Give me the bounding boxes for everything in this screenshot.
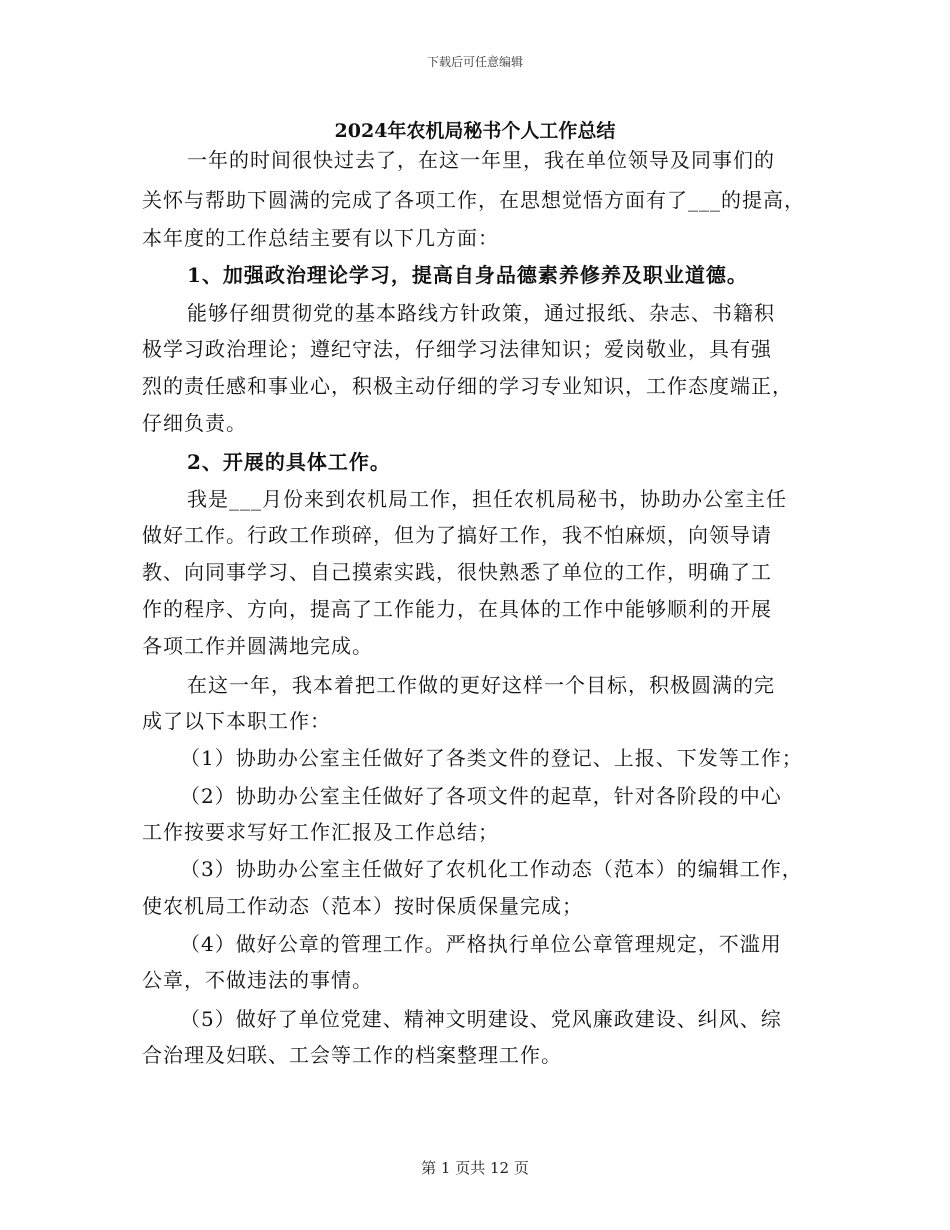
- paragraph-line: 仔细负责。: [142, 411, 247, 435]
- list-item-1: （1）协助办公室主任做好了各类文件的登记、上报、下发等工作；: [180, 746, 803, 770]
- paragraph-line: 成了以下本职工作：: [142, 709, 331, 733]
- paragraph-line: 各项工作并圆满地完成。: [142, 634, 373, 658]
- paragraph-line: 做好工作。行政工作琐碎，但为了搞好工作，我不怕麻烦，向领导请: [142, 523, 772, 547]
- paragraph-line: 作的程序、方向，提高了工作能力，在具体的工作中能够顺利的开展: [142, 597, 772, 621]
- paragraph-line: 关怀与帮助下圆满的完成了各项工作，在思想觉悟方面有了___的提高，: [142, 188, 805, 212]
- section-heading-2: 2、开展的具体工作。: [187, 450, 391, 474]
- page-footer: 第 1 页共 12 页: [421, 1159, 529, 1177]
- list-item-3: （3）协助办公室主任做好了农机化工作动态（范本）的编辑工作，: [180, 857, 803, 881]
- paragraph-line: 工作按要求写好工作汇报及工作总结；: [142, 820, 499, 844]
- list-item-4: （4）做好公章的管理工作。严格执行单位公章管理规定，不滥用: [180, 932, 782, 956]
- list-item-2: （2）协助办公室主任做好了各项文件的起草，针对各阶段的中心: [180, 784, 782, 808]
- paragraph-line: 极学习政治理论；遵纪守法，仔细学习法律知识；爱岗敬业，具有强: [142, 337, 772, 361]
- paragraph-line: 能够仔细贯彻党的基本路线方针政策，通过报纸、杂志、书籍积: [187, 301, 775, 325]
- paragraph-line: 教、向同事学习、自己摸索实践，很快熟悉了单位的工作，明确了工: [142, 560, 772, 584]
- page-header: 下载后可任意编辑: [426, 55, 523, 69]
- list-item-5: （5）做好了单位党建、精神文明建设、党风廉政建设、纠风、综: [180, 1007, 782, 1031]
- paragraph-line: 烈的责任感和事业心，积极主动仔细的学习专业知识，工作态度端正，: [142, 374, 793, 398]
- paragraph-line: 使农机局工作动态（范本）按时保质保量完成；: [142, 894, 583, 918]
- paragraph-line: 本年度的工作总结主要有以下几方面：: [142, 226, 499, 250]
- paragraph-line: 在这一年，我本着把工作做的更好这样一个目标，积极圆满的完: [187, 673, 775, 697]
- paragraph-line: 公章，不做违法的事情。: [142, 968, 373, 992]
- section-heading-1: 1、加强政治理论学习，提高自身品德素养修养及职业道德。: [187, 263, 748, 287]
- paragraph-line: 合治理及妇联、工会等工作的档案整理工作。: [142, 1043, 562, 1067]
- paragraph-line: 一年的时间很快过去了，在这一年里，我在单位领导及同事们的: [187, 148, 775, 172]
- paragraph-line: 我是___月份来到农机局工作，担任农机局秘书，协助办公室主任: [187, 487, 787, 511]
- document-title: 2024年农机局秘书个人工作总结: [334, 120, 616, 142]
